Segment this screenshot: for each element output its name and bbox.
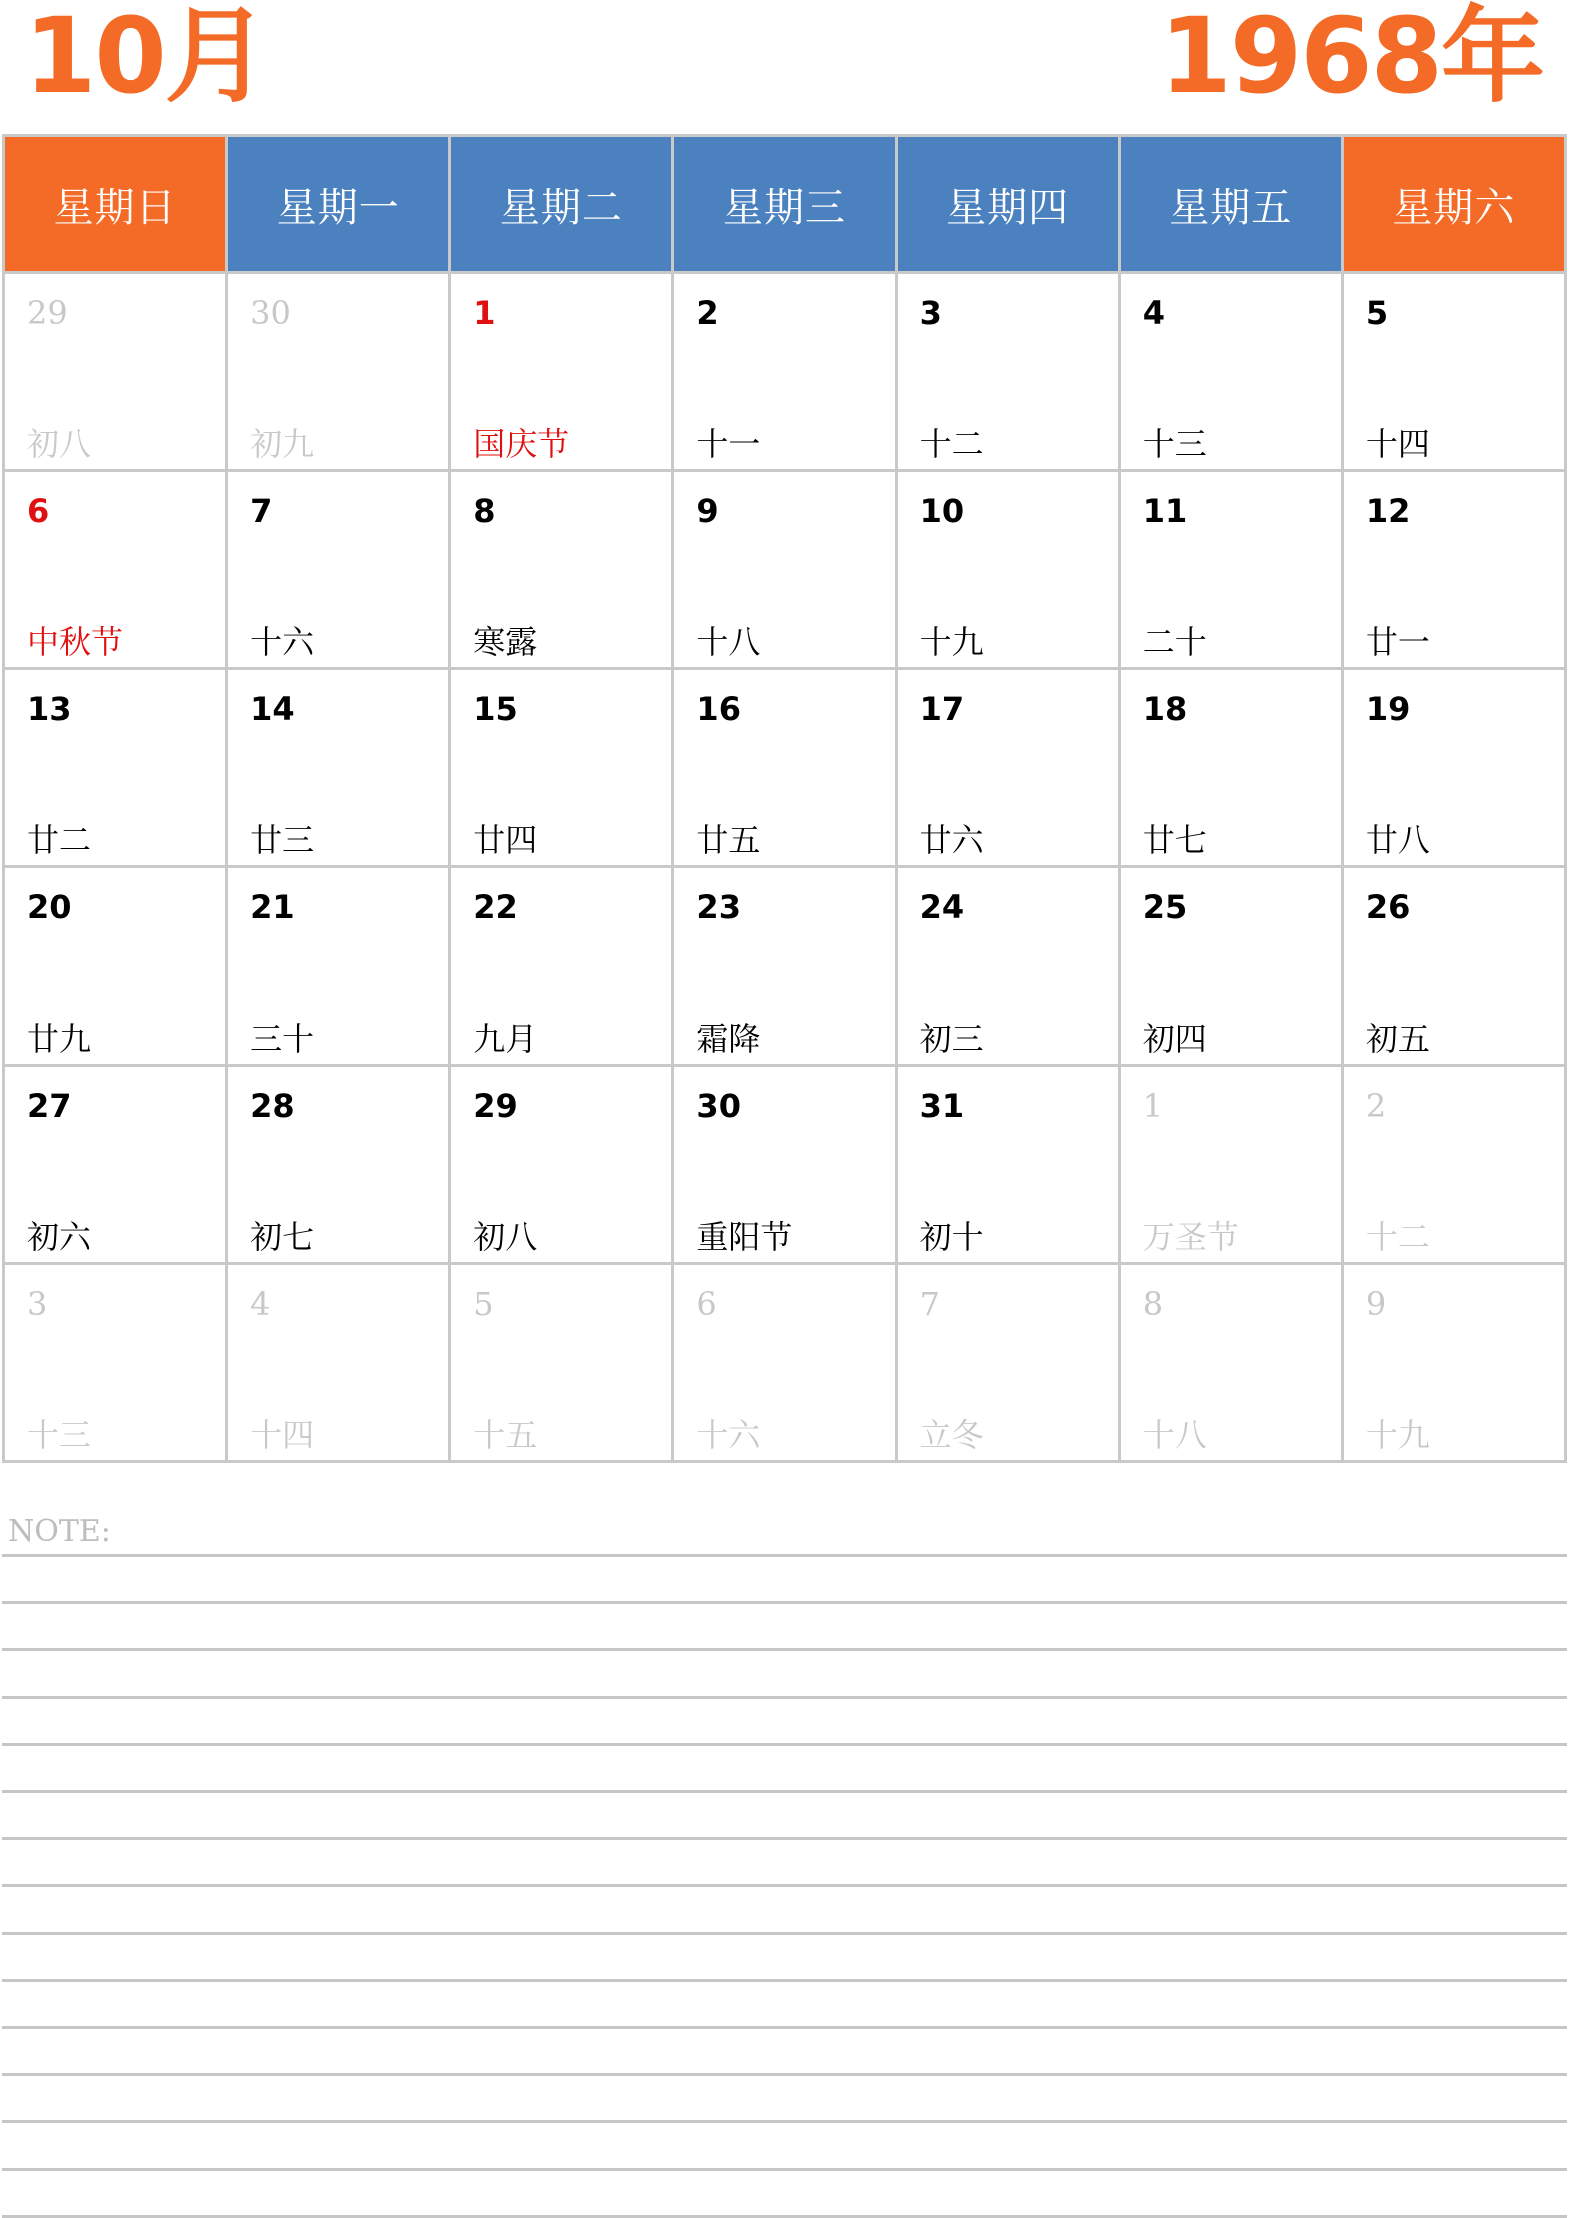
day-number: 31	[919, 1086, 965, 1125]
lunar-date: 廿二	[27, 821, 92, 860]
day-cell[interactable]	[227, 1263, 450, 1461]
weekday-header-5: 星期五	[1119, 136, 1342, 273]
day-number: 28	[250, 1086, 295, 1125]
day-cell[interactable]	[1342, 273, 1565, 471]
day-number: 21	[250, 888, 295, 927]
day-number: 2	[1365, 1086, 1387, 1125]
month-title: 10月	[24, 0, 267, 117]
day-number: 26	[1365, 888, 1411, 927]
lunar-date: 廿八	[1365, 821, 1430, 860]
lunar-date: 立冬	[919, 1416, 984, 1454]
day-cell[interactable]	[227, 1065, 450, 1263]
day-cell[interactable]	[450, 867, 673, 1065]
day-cell[interactable]	[450, 471, 673, 669]
day-cell[interactable]	[673, 273, 896, 471]
week-row	[4, 669, 1566, 867]
lunar-date: 初三	[919, 1019, 984, 1058]
day-number: 24	[919, 888, 965, 927]
lunar-date: 初八	[27, 425, 92, 464]
day-cell[interactable]	[1119, 1065, 1342, 1263]
day-number: 4	[250, 1284, 271, 1323]
lunar-date: 十四	[250, 1416, 315, 1454]
day-cell[interactable]	[1119, 1263, 1342, 1461]
lunar-date: 十九	[919, 623, 984, 662]
day-cell[interactable]	[450, 1065, 673, 1263]
note-line[interactable]	[2, 1743, 1567, 1746]
day-cell[interactable]	[4, 867, 227, 1065]
day-number: 18	[1142, 690, 1188, 729]
notes-label: NOTE:	[8, 1514, 111, 1549]
lunar-date: 十五	[473, 1416, 538, 1454]
day-number: 9	[696, 492, 719, 531]
day-cell[interactable]	[1342, 471, 1565, 669]
lunar-date: 初八	[473, 1217, 538, 1256]
day-number: 8	[473, 492, 496, 531]
note-line[interactable]	[2, 1790, 1567, 1793]
day-number: 29	[473, 1086, 518, 1125]
note-line[interactable]	[2, 1696, 1567, 1699]
note-line[interactable]	[2, 1837, 1567, 1840]
day-cell[interactable]	[1342, 669, 1565, 867]
day-number: 22	[473, 888, 518, 927]
day-cell[interactable]	[673, 1065, 896, 1263]
day-number: 6	[27, 492, 50, 531]
lunar-date: 十八	[1142, 1416, 1207, 1454]
weekday-header-1: 星期一	[227, 136, 450, 273]
day-number: 27	[27, 1086, 72, 1125]
lunar-date: 十八	[696, 623, 761, 662]
day-number: 1	[1142, 1086, 1164, 1125]
day-number: 1	[473, 294, 496, 332]
lunar-date: 二十	[1142, 623, 1207, 662]
calendar-grid	[2, 134, 1567, 1463]
day-cell[interactable]	[896, 1263, 1119, 1461]
week-row	[4, 867, 1566, 1065]
day-number: 6	[696, 1284, 717, 1323]
lunar-date: 重阳节	[696, 1217, 793, 1256]
day-cell[interactable]	[896, 1065, 1119, 1263]
day-number: 9	[1365, 1284, 1387, 1323]
day-number: 29	[27, 294, 68, 332]
year-title: 1968年	[1159, 0, 1543, 117]
week-row	[4, 1065, 1566, 1263]
day-cell[interactable]	[896, 867, 1119, 1065]
lunar-date: 十九	[1365, 1416, 1430, 1454]
lunar-date: 十三	[1142, 425, 1207, 464]
day-number: 5	[473, 1284, 494, 1323]
day-cell[interactable]	[227, 273, 450, 471]
note-line[interactable]	[2, 1554, 1567, 1557]
lunar-date: 初七	[250, 1217, 315, 1256]
day-number: 14	[250, 690, 295, 729]
lunar-date: 十四	[1365, 425, 1430, 464]
lunar-date: 十一	[696, 425, 761, 464]
lunar-date: 十二	[919, 425, 984, 464]
day-cell[interactable]	[673, 1263, 896, 1461]
day-cell[interactable]	[673, 867, 896, 1065]
day-cell[interactable]	[1342, 1065, 1565, 1263]
day-cell[interactable]	[1119, 273, 1342, 471]
lunar-date: 廿九	[27, 1019, 92, 1058]
day-cell[interactable]	[4, 1263, 227, 1461]
day-number: 15	[473, 690, 518, 729]
day-number: 7	[919, 1284, 940, 1323]
day-number: 11	[1142, 492, 1188, 531]
day-cell[interactable]	[227, 471, 450, 669]
day-cell[interactable]	[227, 669, 450, 867]
weekday-header-row	[4, 136, 1566, 273]
lunar-date: 廿五	[696, 821, 761, 860]
day-number: 20	[27, 888, 72, 927]
note-line[interactable]	[2, 1932, 1567, 1935]
day-cell[interactable]	[4, 471, 227, 669]
week-row	[4, 471, 1566, 669]
lunar-date: 十三	[27, 1416, 92, 1454]
day-cell[interactable]	[450, 1263, 673, 1461]
day-number: 12	[1365, 492, 1411, 531]
day-number: 3	[27, 1284, 48, 1323]
day-number: 25	[1142, 888, 1188, 927]
day-number: 19	[1365, 690, 1411, 729]
lunar-date: 霜降	[696, 1019, 761, 1058]
day-cell[interactable]	[896, 471, 1119, 669]
lunar-date: 十六	[696, 1416, 761, 1454]
day-number: 7	[250, 492, 273, 531]
day-number: 4	[1142, 294, 1165, 332]
lunar-date: 廿六	[919, 821, 984, 860]
day-cell[interactable]	[896, 273, 1119, 471]
weekday-header-3: 星期三	[673, 136, 896, 273]
day-cell[interactable]	[1119, 669, 1342, 867]
note-line[interactable]	[2, 2073, 1567, 2076]
day-number: 30	[250, 294, 291, 332]
note-line[interactable]	[2, 2120, 1567, 2123]
lunar-date: 万圣节	[1142, 1217, 1239, 1256]
day-number: 5	[1365, 294, 1389, 332]
lunar-date: 廿七	[1142, 821, 1207, 860]
week-row	[4, 273, 1566, 471]
lunar-date: 初六	[27, 1217, 92, 1256]
lunar-date: 九月	[473, 1019, 538, 1058]
day-number: 8	[1142, 1284, 1164, 1323]
day-number: 2	[696, 294, 719, 332]
holiday-label: 中秋节	[27, 623, 124, 662]
holiday-label: 国庆节	[473, 425, 570, 464]
weekday-header-0: 星期日	[4, 136, 227, 273]
note-line[interactable]	[2, 1884, 1567, 1887]
lunar-date: 三十	[250, 1019, 315, 1058]
day-number: 3	[919, 294, 942, 332]
day-cell[interactable]	[227, 867, 450, 1065]
note-line[interactable]	[2, 1979, 1567, 1982]
lunar-date: 十六	[250, 623, 315, 662]
day-cell[interactable]	[4, 273, 227, 471]
note-line[interactable]	[2, 2215, 1567, 2218]
note-line[interactable]	[2, 2026, 1567, 2029]
lunar-date: 廿四	[473, 821, 538, 860]
day-cell[interactable]	[1119, 471, 1342, 669]
lunar-date: 初五	[1365, 1019, 1430, 1058]
weekday-header-4: 星期四	[896, 136, 1119, 273]
lunar-date: 廿一	[1365, 623, 1430, 662]
day-cell[interactable]	[450, 273, 673, 471]
day-cell[interactable]	[1119, 867, 1342, 1065]
weekday-header-6: 星期六	[1342, 136, 1565, 273]
week-row	[4, 1263, 1566, 1461]
note-line[interactable]	[2, 2168, 1567, 2171]
day-cell[interactable]	[1342, 1263, 1565, 1461]
day-cell[interactable]	[4, 1065, 227, 1263]
day-cell[interactable]	[450, 669, 673, 867]
day-cell[interactable]	[896, 669, 1119, 867]
day-cell[interactable]	[673, 669, 896, 867]
weekday-header-2: 星期二	[450, 136, 673, 273]
note-line[interactable]	[2, 1648, 1567, 1651]
day-number: 30	[696, 1086, 741, 1125]
day-cell[interactable]	[1342, 867, 1565, 1065]
lunar-date: 寒露	[473, 623, 538, 662]
lunar-date: 初十	[919, 1217, 984, 1256]
lunar-date: 十二	[1365, 1217, 1430, 1256]
day-cell[interactable]	[673, 471, 896, 669]
day-number: 10	[919, 492, 965, 531]
day-number: 13	[27, 690, 72, 729]
lunar-date: 初四	[1142, 1019, 1207, 1058]
day-cell[interactable]	[4, 669, 227, 867]
day-number: 17	[919, 690, 965, 729]
day-number: 23	[696, 888, 741, 927]
lunar-date: 廿三	[250, 821, 315, 860]
day-number: 16	[696, 690, 741, 729]
lunar-date: 初九	[250, 425, 315, 464]
note-line[interactable]	[2, 1601, 1567, 1604]
